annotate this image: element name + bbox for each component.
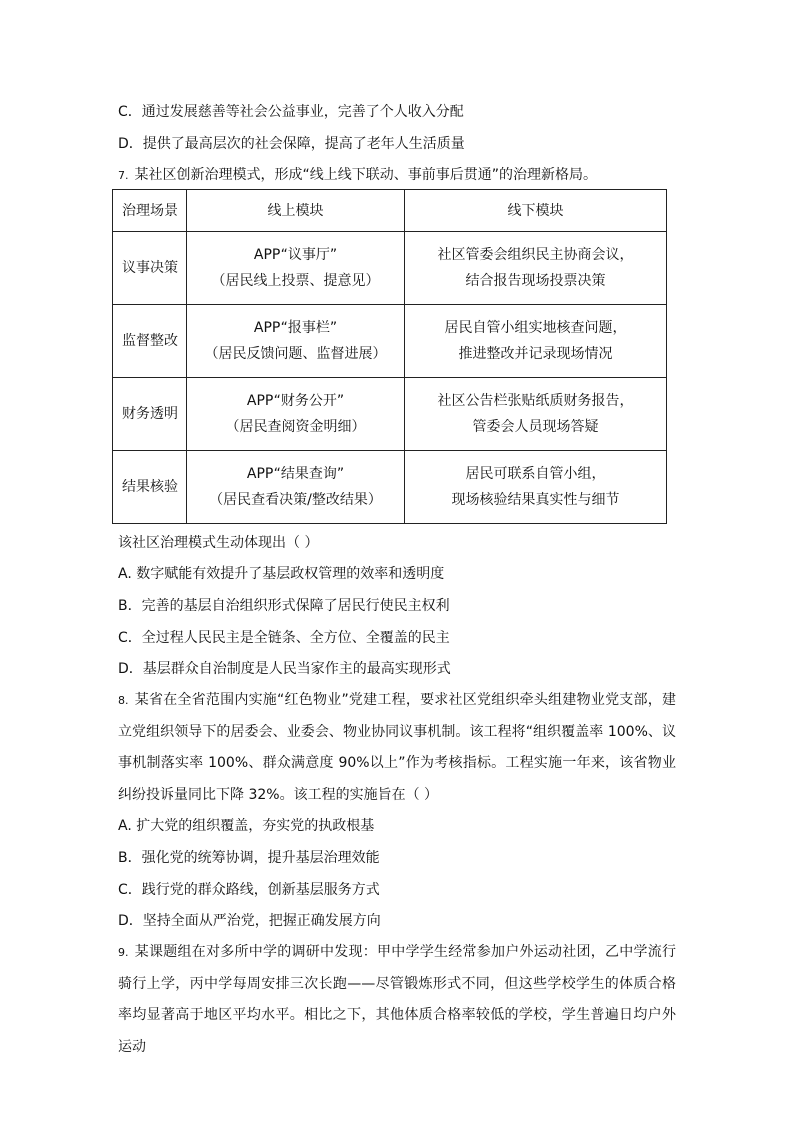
q6-option-c: C．通过发展慈善等社会公益事业，完善了个人收入分配 bbox=[118, 104, 464, 120]
table-row bbox=[113, 378, 667, 451]
table-cell-scene: 议事决策 bbox=[113, 232, 187, 305]
table-row bbox=[113, 451, 667, 524]
table-header-cell: 线下模块 bbox=[405, 190, 667, 232]
table-cell-online bbox=[187, 451, 405, 524]
table-cell-offline bbox=[405, 378, 667, 451]
q7-option-b: B．完善的基层自治组织形式保障了居民行使民主权利 bbox=[118, 598, 450, 614]
cell-text: 居民自管小组实地核查问题， bbox=[444, 320, 627, 336]
q7-option-a: A. 数字赋能有效提升了基层政权管理的效率和透明度 bbox=[118, 566, 445, 582]
cell-text: APP“议事厅” bbox=[253, 247, 338, 263]
q7-option-d: D．基层群众自治制度是人民当家作主的最高实现形式 bbox=[118, 661, 451, 677]
cell-text: APP“结果查询” bbox=[246, 466, 345, 482]
q7-stem-line bbox=[118, 165, 597, 186]
q8-option-b: B．强化党的统筹协调，提升基层治理效能 bbox=[118, 850, 380, 866]
q8-option-a: A. 扩大党的组织覆盖，夯实党的执政根基 bbox=[118, 818, 375, 834]
table-header-cell: 治理场景 bbox=[113, 190, 187, 232]
table-header-cell: 线上模块 bbox=[187, 190, 405, 232]
cell-text: （居民查阅资金明细） bbox=[225, 419, 366, 435]
cell-text: 社区管委会组织民主协商会议， bbox=[437, 247, 634, 263]
table-row bbox=[113, 305, 667, 378]
cell-text: （居民查看决策/整改结果） bbox=[209, 492, 382, 508]
cell-text: APP“报事栏” bbox=[253, 320, 338, 336]
cell-text: APP“财务公开” bbox=[246, 393, 345, 409]
table-header-row bbox=[113, 190, 667, 232]
q7-option-c: C．全过程人民民主是全链条、全方位、全覆盖的民主 bbox=[118, 630, 450, 646]
table-cell-online bbox=[187, 378, 405, 451]
governance-table bbox=[112, 189, 667, 524]
cell-text: 管委会人员现场答疑 bbox=[472, 419, 599, 435]
q9-number: 9. bbox=[118, 946, 129, 959]
table-row bbox=[113, 232, 667, 305]
table-cell-scene: 结果核验 bbox=[113, 451, 187, 524]
q8-option-c: C．践行党的群众路线，创新基层服务方式 bbox=[118, 882, 380, 898]
table-cell-offline bbox=[405, 451, 667, 524]
cell-text: 结合报告现场投票决策 bbox=[465, 273, 606, 289]
table-cell-scene: 财务透明 bbox=[113, 378, 187, 451]
cell-text: （居民反馈问题、监督进展） bbox=[204, 346, 387, 362]
q7-question: 该社区治理模式生动体现出（ ） bbox=[118, 535, 319, 551]
table-cell-scene: 监督整改 bbox=[113, 305, 187, 378]
cell-text: 推进整改并记录现场情况 bbox=[458, 346, 613, 362]
q9-stem: 某课题组在对多所中学的调研中发现：甲中学学生经常参加户外运动社团，乙中学流行骑行上学，丙中学每周安排三次长跑——尽管锻炼形式不同，但这些学校学生的体质合格率均显著高于地区平均水平。相比之下，其他体质合格率较低的学校，学生普遍日均户外运动 bbox=[118, 944, 676, 1056]
cell-text: 居民可联系自管小组， bbox=[465, 466, 606, 482]
q6-option-d: D．提供了最高层次的社会保障，提高了老年人生活质量 bbox=[118, 136, 465, 152]
q8-stem-paragraph bbox=[118, 685, 676, 812]
q7-number: 7. bbox=[118, 169, 129, 182]
q8-stem: 某省在全省范围内实施“红色物业”党建工程，要求社区党组织牵头组建物业党支部，建立党组织领导下的居委会、业委会、物业协同议事机制。该工程将“组织覆盖率 100%、议事机制落实率 100%、群众满意度 90%以上”作为考核指标。工程实施一年来，该省物业纠纷投诉量同比下降 32%。该工程的实施旨在（ ） bbox=[118, 692, 676, 804]
table-cell-offline bbox=[405, 305, 667, 378]
table-cell-offline bbox=[405, 232, 667, 305]
cell-text: 现场核验结果真实性与细节 bbox=[451, 492, 620, 508]
table-cell-online bbox=[187, 232, 405, 305]
cell-text: 社区公告栏张贴纸质财务报告， bbox=[437, 393, 634, 409]
table-cell-online bbox=[187, 305, 405, 378]
cell-text: （居民线上投票、提意见） bbox=[211, 273, 380, 289]
q8-option-d: D．坚持全面从严治党，把握正确发展方向 bbox=[118, 913, 381, 929]
q9-stem-paragraph bbox=[118, 937, 676, 1064]
q8-number: 8. bbox=[118, 694, 129, 707]
q7-stem: 某社区创新治理模式，形成“线上线下联动、事前事后贯通”的治理新格局。 bbox=[134, 167, 598, 183]
